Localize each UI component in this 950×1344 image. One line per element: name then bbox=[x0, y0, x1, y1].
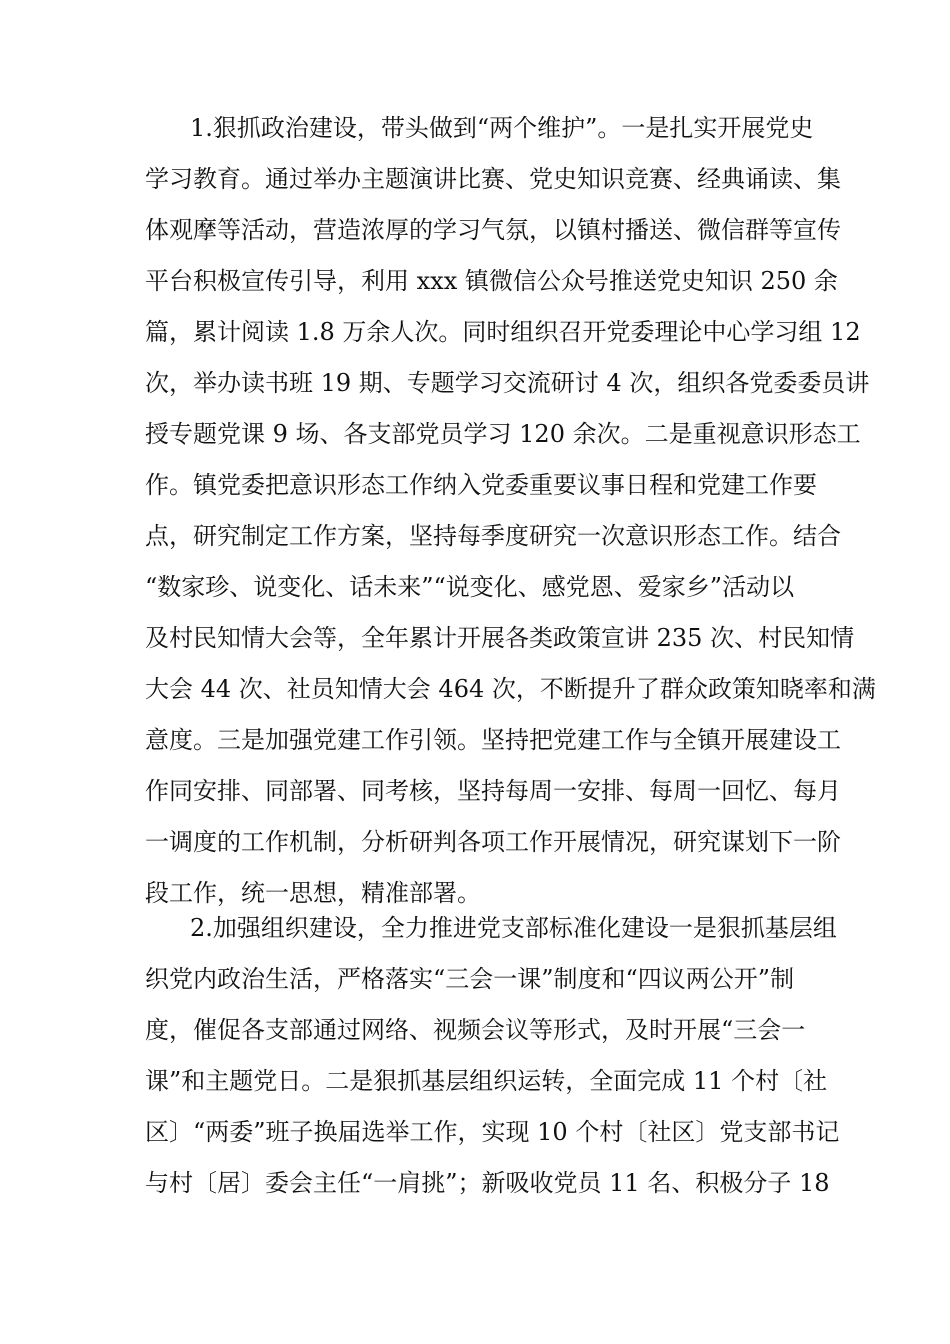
paragraph-line: 一调度的工作机制，分析研判各项工作开展情况，研究谋划下一阶 bbox=[145, 828, 841, 856]
paragraph-line: 区〕“两委”班子换届选举工作，实现 10 个村〔社区〕党支部书记 bbox=[145, 1118, 840, 1146]
paragraph-line: 及村民知情大会等，全年累计开展各类政策宣讲 235 次、村民知情 bbox=[145, 624, 855, 652]
paragraph-line: 织党内政治生活，严格落实“三会一课”制度和“四议两公开”制 bbox=[145, 965, 795, 993]
paragraph-line: 与村〔居〕委会主任“一肩挑”；新吸收党员 11 名、积极分子 18 bbox=[145, 1169, 830, 1197]
paragraph-line: 课”和主题党日。二是狠抓基层组织运转，全面完成 11 个村〔社 bbox=[145, 1067, 828, 1095]
paragraph-line: 体观摩等活动，营造浓厚的学习气氛，以镇村播送、微信群等宣传 bbox=[145, 216, 841, 244]
paragraph-line: 段工作，统一思想，精准部署。 bbox=[145, 879, 481, 907]
paragraph-organization-construction bbox=[145, 903, 840, 1209]
paragraph-line: 篇，累计阅读 1.8 万余人次。同时组织召开党委理论中心学习组 12 bbox=[145, 318, 861, 346]
paragraph-line: 平台积极宣传引导，利用 xxx 镇微信公众号推送党史知识 250 余 bbox=[145, 267, 838, 295]
paragraph-line: 授专题党课 9 场、各支部党员学习 120 余次。二是重视意识形态工 bbox=[145, 420, 861, 448]
paragraph-political-construction bbox=[145, 103, 876, 919]
paragraph-line: “数家珍、说变化、话未来”“说变化、感党恩、爱家乡”活动以 bbox=[145, 573, 795, 601]
paragraph-line: 度，催促各支部通过网络、视频会议等形式，及时开展“三会一 bbox=[145, 1016, 806, 1044]
paragraph-line: 大会 44 次、社员知情大会 464 次，不断提升了群众政策知晓率和满 bbox=[145, 675, 876, 703]
paragraph-line: 作同安排、同部署、同考核，坚持每周一安排、每周一回忆、每月 bbox=[145, 777, 841, 805]
paragraph-line: 2.加强组织建设，全力推进党支部标准化建设一是狠抓基层组 bbox=[190, 914, 837, 942]
paragraph-line: 作。镇党委把意识形态工作纳入党委重要议事日程和党建工作要 bbox=[145, 471, 817, 499]
paragraph-line: 学习教育。通过举办主题演讲比赛、党史知识竞赛、经典诵读、集 bbox=[145, 165, 841, 193]
paragraph-line: 1.狠抓政治建设，带头做到“两个维护”。一是扎实开展党史 bbox=[190, 114, 814, 142]
paragraph-line: 次，举办读书班 19 期、专题学习交流研讨 4 次，组织各党委委员讲 bbox=[145, 369, 870, 397]
paragraph-line: 意度。三是加强党建工作引领。坚持把党建工作与全镇开展建设工 bbox=[145, 726, 841, 754]
paragraph-line: 点，研究制定工作方案，坚持每季度研究一次意识形态工作。结合 bbox=[145, 522, 841, 550]
